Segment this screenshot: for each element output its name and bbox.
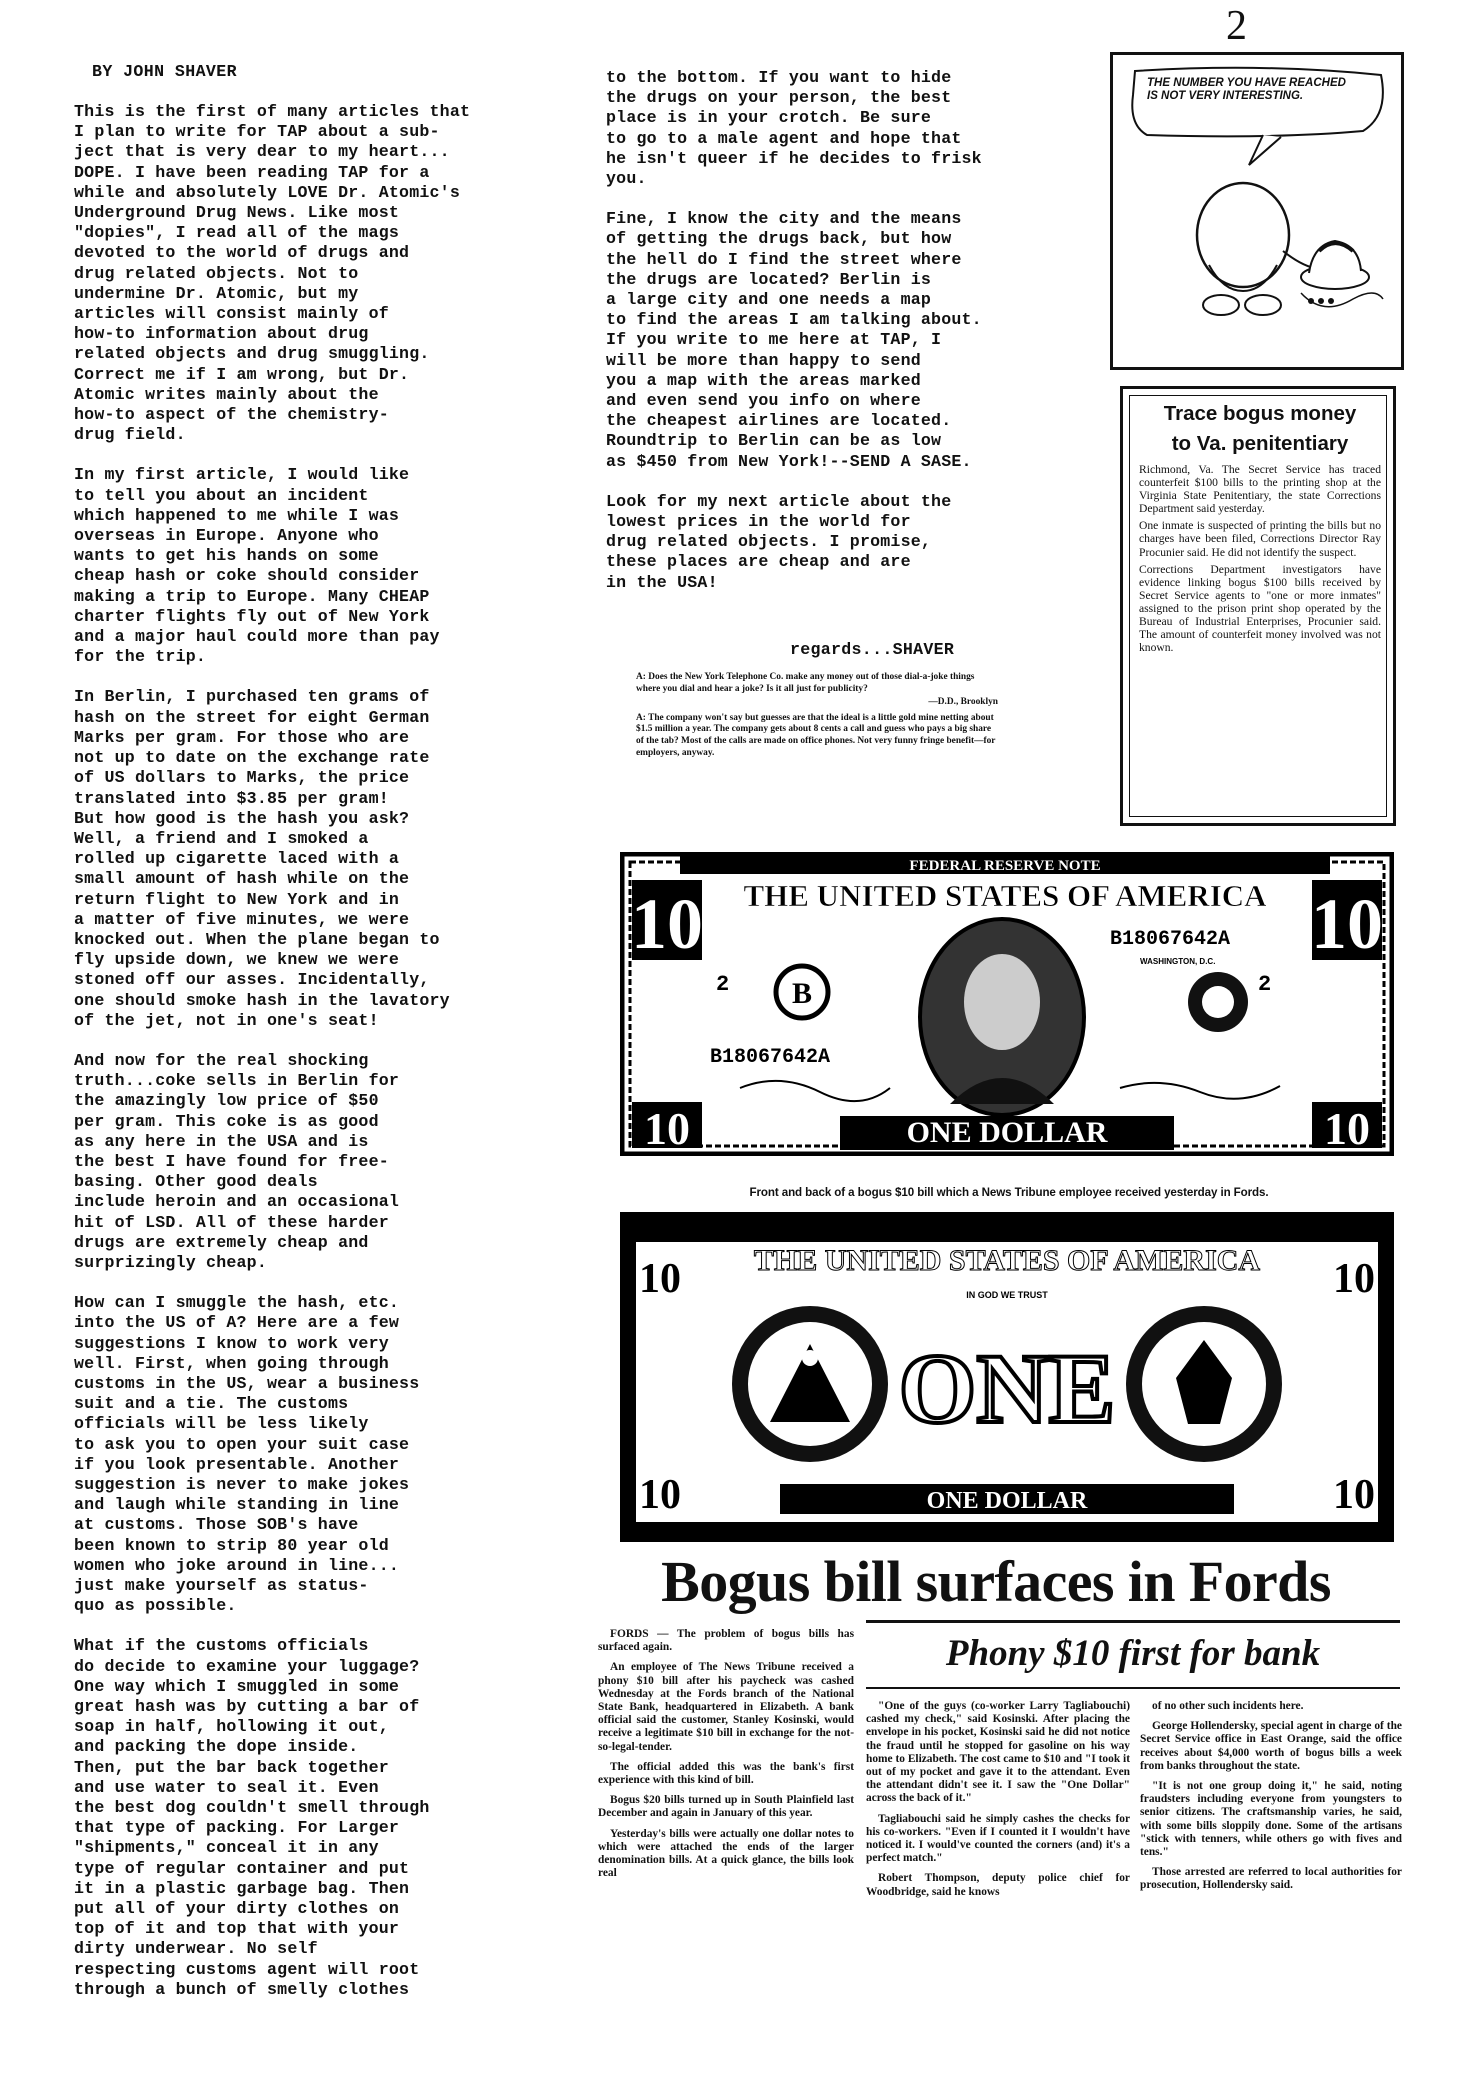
- news-paragraph: "One of the guys (co-worker Larry Tagliabouchi) cashed my check," said Kosinski. After placing the envelope in his pocket, Kosinski said he did not notice the fraud until he stopped for gasoline on his way home to Elizabeth. The cost came to $10 and "I took it out of my pocket and gave it to the attendant. Even the attendant didn't see it. I saw the "One Dollar" across the back of it.": [866, 1700, 1130, 1805]
- qa-clipping: [636, 672, 998, 763]
- qa-question: A: Does the New York Telephone Co. make any money out of those dial-a-joke things where you dial and hear a joke? Is it all just for publicity?: [636, 672, 975, 694]
- news-column-2: [866, 1700, 1130, 1906]
- article-paragraph: In my first article, I would like to tell you about an incident which happened to me while I was overseas in Europe. Anyone who wants to get his hands on some cheap hash or coke should consider making a trip to Europe. Many CHEAP charter flights fly out of New York and a major haul could more than pay for the trip.: [74, 465, 440, 667]
- clipping-paragraph: Corrections Department investigators have evidence linking bogus $100 bills received by Secret Service agents to "one or more inmates" assigned to the prison print shop operated by the Bureau of Industrial Enterprises, Procunier said. The amount of counterfeit money involved was not known.: [1139, 562, 1381, 655]
- news-paragraph: Robert Thompson, deputy police chief for Woodbridge, said he knows: [866, 1872, 1130, 1898]
- page-number: 2: [1226, 3, 1247, 49]
- bill-serial-bottom: B18067642A: [710, 1046, 831, 1069]
- bill-back-title: THE UNITED STATES OF AMERICA: [753, 1244, 1261, 1277]
- article-paragraph: Fine, I know the city and the means of getting the drugs back, but how the hell do I find the street where the drugs are located? Berlin is a large city and one needs a map to find the areas I am talking about. If you write to me here at TAP, I will be more than happy to send you a map with the areas marked and even send you info on where the cheapest airlines are located. Roundtrip to Berlin can be as low as $450 from New York!--SEND A SASE.: [606, 209, 982, 471]
- qa-answer: A: The company won't say but guesses are that the ideal is a little gold mine netting about $1.5 million a year. The company gets about 8 cents a call and guess who pays a big share of the tab? Most of the calls are made on office phones. Not very funny fringe benefit—for employers, anyway.: [636, 712, 996, 758]
- speech-bubble-text: THE NUMBER YOU HAVE REACHED IS NOT VERY INTERESTING.: [1147, 77, 1346, 102]
- clipping-paragraph: Richmond, Va. The Secret Service has traced counterfeit $100 bills to the printing shop at the Virginia State Penitentiary, the state Corrections Department said yesterday.: [1139, 463, 1381, 516]
- bill-denom-top-left: 10: [631, 884, 703, 964]
- bill-denom-top-right: 10: [1311, 884, 1383, 964]
- bill-front-image: [620, 852, 1394, 1156]
- news-paragraph: of no other such incidents here.: [1152, 1700, 1304, 1712]
- article-paragraph: In Berlin, I purchased ten grams of hash on the street for eight German Marks per gram. For those who are not up to date on the exchange rate of US dollars to Marks, the price translated into $3.85 per gram! But how good is the hash you ask? Well, a friend and I smoked a rolled up cigarette laced with a small amount of hash while on the return flight to New York and in a matter of five minutes, we were knocked out. When the plane began to fly upside down, we knew we were stoned off our asses. Incidentally, one should smoke hash in the lavatory of the jet, not in one's seat!: [74, 687, 450, 1030]
- news-paragraph: Bogus $20 bills turned up in South Plainfield last December and again in January of this year.: [598, 1794, 854, 1820]
- cartoon-drawing: [1113, 55, 1401, 367]
- clipping-headline-line-2: to Va. penitentiary: [1171, 432, 1349, 455]
- news-paragraph: The official added this was the bank's first experience with this kind of bill.: [598, 1760, 854, 1787]
- news-headline: Bogus bill surfaces in Fords: [661, 1549, 1331, 1614]
- bill-back-image: [620, 1212, 1394, 1542]
- qa-question-signature: —D.D., Brooklyn: [928, 697, 998, 708]
- bill-denom-bottom-left: 10: [644, 1103, 690, 1154]
- signoff: regards...SHAVER: [790, 640, 955, 659]
- bill-check-number: 2: [716, 972, 730, 997]
- news-paragraph: Those arrested are referred to local authorities for prosecution, Hollendersky said.: [1140, 1866, 1402, 1892]
- bill-title: THE UNITED STATES OF AMERICA: [743, 878, 1267, 913]
- bill-back-denom-tl: 10: [639, 1256, 681, 1302]
- article-paragraph: Look for my next article about the lowest prices in the world for drug related objects. I promise, these places are cheap and are in the USA!: [606, 491, 952, 592]
- bill-serial-top: B18067642A: [1110, 928, 1231, 951]
- article-paragraph: to the bottom. If you want to hide the drugs on your person, the best place is in your crotch. Be sure to go to a male agent and hope that he isn't queer if he decides to frisk you.: [606, 68, 982, 189]
- bill-check-number: 2: [1258, 972, 1272, 997]
- news-subhead: Phony $10 first for bank: [866, 1620, 1400, 1689]
- bill-sub: WASHINGTON, D.C.: [1140, 957, 1216, 966]
- article-column-1: [74, 102, 574, 2020]
- clipping-paragraph: One inmate is suspected of printing the bills but no charges have been filed, Corrections Director Ray Procunier said. He did not identify the suspect.: [1139, 519, 1381, 559]
- article-paragraph: What if the customs officials do decide to examine your luggage? One way which I smuggled in some great hash was by cutting a bar of soap in half, hollowing it out, and packing the dope inside. Then, put the bar back together and use water to seal it. Even the best dog couldn't smell through that type of packing. For Larger "shipments," conceal it in any type of regular container and put it in a plastic garbage bag. Then put all of your dirty clothes on top of it and top that with your dirty underwear. No self respecting customs agent will root through a bunch of smelly clothes: [74, 1636, 430, 1999]
- news-column-1: [598, 1628, 854, 1887]
- bill-back-motto: IN GOD WE TRUST: [966, 1290, 1048, 1300]
- news-paragraph: An employee of The News Tribune received a phony $10 bill after his paycheck was cashed Wednesday at the Fords branch of the National State Bank, headquartered in Elizabeth. A bank official said the customer, Stanley Kosinski, would receive a legitimate $10 bill in exchange for the not-so-legal-tender.: [598, 1661, 854, 1753]
- bill-denom-bottom-right: 10: [1324, 1103, 1370, 1154]
- news-clipping-bogus-money: [1120, 386, 1396, 826]
- clipping-headline-line-1: Trace bogus money: [1163, 402, 1357, 425]
- news-paragraph: FORDS — The problem of bogus bills has surfaced again.: [598, 1628, 854, 1654]
- bill-caption: Front and back of a bogus $10 bill which a News Tribune employee received yesterday in Fords.: [749, 1186, 1269, 1199]
- news-column-3: [1140, 1700, 1402, 1900]
- bill-back-center-word: ONE: [898, 1333, 1116, 1444]
- article-paragraph: And now for the real shocking truth...coke sells in Berlin for the amazingly low price of $50 per gram. This coke is as good as any here in the USA and is the best I have found for free- basing. Other good deals include heroin and an occasional hit of LSD. All of these harder drugs are extremely cheap and surprizingly cheap.: [74, 1050, 400, 1272]
- article-paragraph: This is the first of many articles that I plan to write for TAP about a sub- ject that is very dear to my heart... DOPE. I have been reading TAP for a while and absolutely LOVE Dr. Atomic's Underground Drug News. Like most "dopies", I read all of the mags devoted to the world of drugs and drug related objects. Not to undermine Dr. Atomic, but my articles will consist mainly of how-to information about drug related objects and drug smuggling. Correct me if I am wrong, but Dr. Atomic writes mainly about the how-to aspect of the chemistry- drug field.: [74, 102, 471, 445]
- bill-back-denom-br: 10: [1333, 1472, 1375, 1518]
- bill-back-bottom-label: ONE DOLLAR: [926, 1488, 1088, 1514]
- article-column-2: [606, 68, 1066, 613]
- news-paragraph: Tagliabouchi said he simply cashes the checks for his co-workers. "Even if I counted it I wouldn't have noticed it. I would've counted the corners (and) it's a perfect match.": [866, 1812, 1130, 1865]
- news-paragraph: "It is not one group doing it," he said, noting fraudsters including everyone from youngsters to senior citizens. The craftsmanship varies, he said, with some bills sloppily done. Some of the artisans "stick with tenners, while others go with fives and tens.": [1140, 1780, 1402, 1859]
- bill-back-denom-bl: 10: [639, 1472, 681, 1518]
- byline: BY JOHN SHAVER: [92, 62, 238, 81]
- bill-bottom-label: ONE DOLLAR: [906, 1116, 1108, 1149]
- bill-district-letter: B: [791, 977, 813, 1010]
- bill-back-denom-tr: 10: [1333, 1256, 1375, 1302]
- cartoon-panel: [1110, 52, 1404, 370]
- article-paragraph: How can I smuggle the hash, etc. into the US of A? Here are a few suggestions I know to work very well. First, when going through customs in the US, wear a business suit and a tie. The customs officials will be less likely to ask you to open your suit case if you look presentable. Another suggestion is never to make jokes and laugh while standing in line at customs. Those SOB's have been known to strip 80 year old women who joke around in line... just make yourself as status- quo as possible.: [74, 1293, 420, 1616]
- bill-banner: FEDERAL RESERVE NOTE: [909, 858, 1101, 874]
- news-paragraph: George Hollendersky, special agent in charge of the Secret Service office in East Orange, said the office receives about $4,000 worth of bogus bills a week from banks throughout the state.: [1140, 1720, 1402, 1772]
- news-paragraph: Yesterday's bills were actually one dollar notes to which were attached the ends of the larger denomination bills. At a quick glance, the bills look real: [598, 1827, 854, 1880]
